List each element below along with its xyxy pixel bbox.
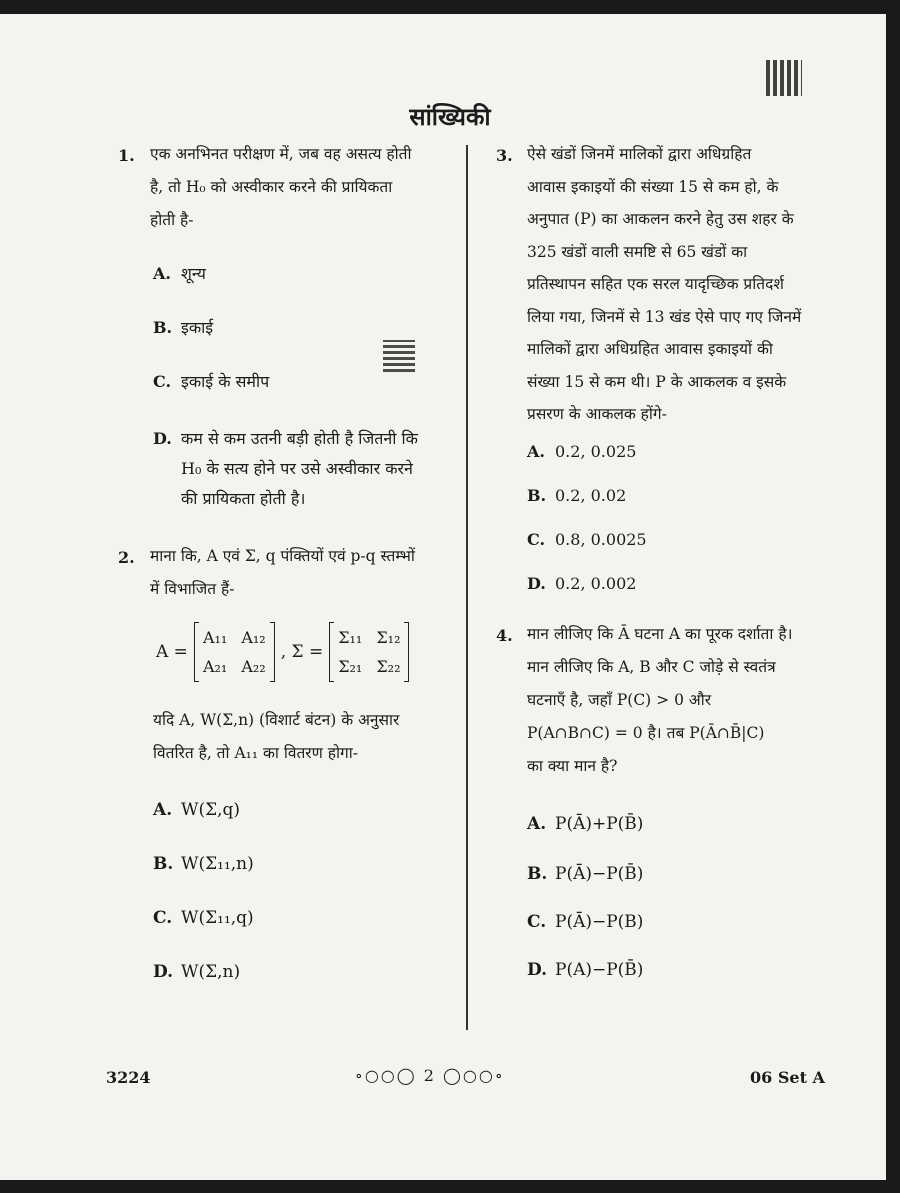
option-d[interactable] — [527, 960, 643, 980]
question-line: प्रसरण के आकलक होंगे- — [527, 405, 667, 423]
question-line: ऐसे खंडों जिनमें मालिकों द्वारा अधिग्रहित — [527, 145, 752, 163]
question-line: आवास इकाइयों की संख्या 15 से कम हो, के — [527, 177, 779, 196]
booklet-code: 3224 — [106, 1068, 151, 1087]
option-text: W(Σ,n) — [181, 962, 241, 982]
question-line: संख्या 15 से कम थी। P के आकलक व इसके — [527, 372, 787, 391]
option-d[interactable] — [153, 424, 418, 514]
question-line: का क्या मान है? — [527, 757, 618, 775]
option-label: C. — [153, 908, 173, 928]
question-number: 1. — [118, 146, 135, 165]
set-label: 06 Set A — [750, 1068, 825, 1087]
option-text: P(A)−P(B̄) — [555, 960, 644, 980]
option-label: B. — [153, 854, 174, 874]
matrix-sigma-label: , Σ = — [280, 642, 324, 662]
question-number: 3. — [496, 146, 513, 165]
question-line: में विभाजित हैं- — [150, 580, 235, 598]
matrix-a-label: A = — [156, 642, 188, 662]
bracket-right — [270, 622, 275, 682]
option-label: D. — [153, 962, 174, 982]
question-line: मान लीजिए कि Ā घटना A का पूरक दर्शाता है। — [527, 625, 793, 643]
matrix-cell: Σ₂₁ — [338, 657, 363, 676]
matrix-sigma — [334, 628, 404, 676]
option-text: W(Σ₁₁,q) — [181, 908, 254, 928]
option-label: D. — [153, 429, 172, 448]
matrix-cell: A₁₁ — [202, 628, 228, 647]
option-a[interactable] — [153, 800, 240, 820]
question-text — [150, 138, 450, 237]
option-text: P(Ā)+P(B̄) — [555, 814, 644, 834]
option-b[interactable] — [153, 316, 213, 338]
matrix-cell: Σ₂₂ — [376, 657, 401, 676]
option-label: A. — [527, 442, 545, 461]
question-line: प्रतिस्थापन सहित एक सरल यादृच्छिक प्रतिदर्श — [527, 275, 784, 293]
question-line: वितरित है, तो A₁₁ का वितरण होगा- — [153, 744, 359, 762]
matrix-cell: A₂₂ — [241, 657, 266, 676]
option-label: B. — [527, 864, 548, 884]
option-text: P(Ā)−P(B) — [555, 912, 644, 932]
option-a[interactable] — [527, 442, 636, 461]
bracket-right — [404, 622, 409, 682]
option-label: C. — [153, 372, 172, 391]
matrix-a — [199, 628, 270, 676]
question-line: 325 खंडों वाली समष्टि से 65 खंडों का — [527, 242, 748, 261]
option-label: A. — [527, 814, 547, 834]
question-line: है, तो H₀ को अस्वीकार करने की प्रायिकता — [150, 178, 393, 196]
column-divider — [466, 145, 468, 1030]
option-b[interactable] — [153, 854, 254, 874]
question-line: माना कि, A एवं Σ, q पंक्तियों एवं p-q स्तम्भों — [150, 547, 415, 565]
option-text: P(Ā)−P(B̄) — [555, 864, 644, 884]
matrix-cell: A₂₁ — [202, 657, 228, 676]
option-text: इकाई — [181, 318, 214, 337]
option-c[interactable] — [527, 912, 643, 932]
option-text-line: H₀ के सत्य होने पर उसे अस्वीकार करने — [181, 459, 413, 478]
small-qr-code-icon — [383, 340, 415, 372]
question-line: यदि A, W(Σ,n) (विशार्ट बंटन) के अनुसार — [153, 711, 400, 729]
option-b[interactable] — [527, 486, 626, 505]
option-text: W(Σ,q) — [181, 800, 241, 820]
option-text: शून्य — [181, 264, 206, 283]
question-line: घटनाएँ है, जहाँ P(C) > 0 और — [527, 691, 712, 709]
option-label: C. — [527, 530, 546, 549]
option-c[interactable] — [153, 908, 254, 928]
option-label: B. — [527, 486, 547, 505]
question-line: मालिकों द्वारा अधिग्रहित आवास इकाइयों की — [527, 340, 773, 358]
question-line: एक अनभिनत परीक्षण में, जब वह असत्य होती — [150, 145, 412, 163]
question-text — [527, 138, 847, 431]
option-c[interactable] — [153, 370, 269, 392]
option-text: 0.2, 0.002 — [555, 574, 637, 593]
option-text: इकाई के समीप — [181, 372, 270, 391]
page-title: सांख्यिकी — [409, 102, 491, 131]
option-a[interactable] — [527, 814, 643, 834]
option-label: D. — [527, 960, 548, 980]
matrix-cell: Σ₁₂ — [376, 628, 401, 647]
option-a[interactable] — [153, 262, 206, 284]
option-d[interactable] — [527, 574, 636, 593]
option-d[interactable] — [153, 962, 240, 982]
option-text: 0.2, 0.025 — [555, 442, 637, 461]
option-label: D. — [527, 574, 546, 593]
option-c[interactable] — [527, 530, 647, 549]
question-text — [150, 540, 460, 606]
option-text: 0.8, 0.0025 — [555, 530, 647, 549]
option-text: W(Σ₁₁,n) — [181, 854, 254, 874]
question-text-continued — [153, 704, 463, 770]
option-b[interactable] — [527, 864, 643, 884]
matrix-cell: Σ₁₁ — [338, 628, 363, 647]
matrix-cell: A₁₂ — [241, 628, 266, 647]
question-line: होती है- — [150, 211, 194, 229]
question-number: 2. — [118, 548, 135, 567]
question-text — [527, 618, 847, 783]
question-line: लिया गया, जिनमें से 13 खंड ऐसे पाए गए जिनमें — [527, 307, 802, 326]
question-line: मान लीजिए कि A, B और C जोड़े से स्वतंत्र — [527, 658, 776, 676]
option-text: 0.2, 0.02 — [555, 486, 627, 505]
question-line: P(A∩B∩C) = 0 है। तब P(Ā∩B̄|C) — [527, 724, 765, 742]
option-text-line: की प्रायिकता होती है। — [181, 489, 306, 508]
matrix-definition — [156, 622, 409, 682]
option-label: A. — [153, 264, 171, 283]
page-edge — [886, 14, 900, 1180]
qr-code-icon — [766, 60, 802, 96]
option-label: C. — [527, 912, 547, 932]
page-number-marker: ∘○○◯ 2 ◯○○∘ — [355, 1066, 505, 1085]
option-label: B. — [153, 318, 173, 337]
option-text: कम से कम उतनी बड़ी होती है जितनी कि — [181, 429, 418, 448]
question-line: अनुपात (P) का आकलन करने हेतु उस शहर के — [527, 210, 794, 228]
option-label: A. — [153, 800, 173, 820]
question-number: 4. — [496, 626, 513, 645]
